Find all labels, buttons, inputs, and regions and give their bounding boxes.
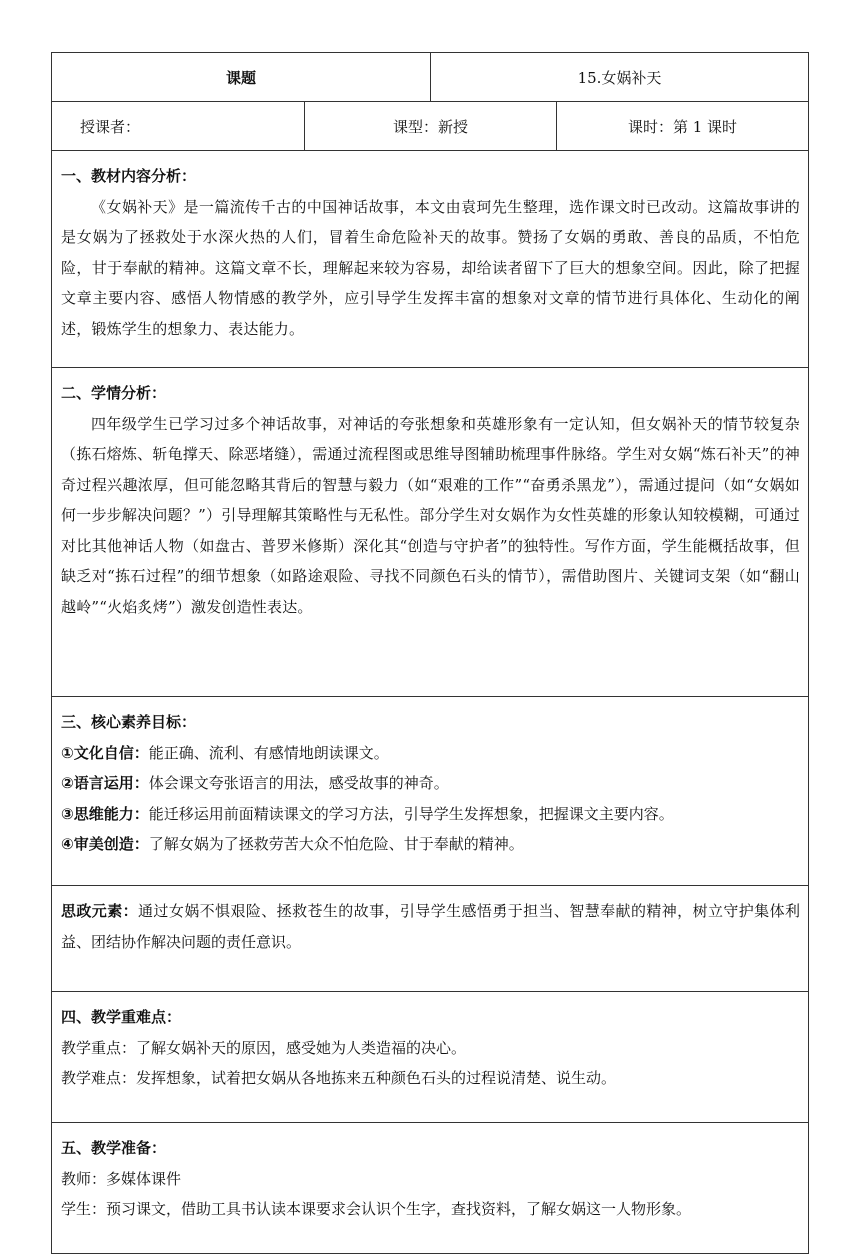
ideology-label: 思政元素：: [61, 902, 139, 920]
lesson-period: 课时：第 1 课时: [627, 117, 738, 136]
keypoints-block: [52, 992, 808, 1122]
lesson-plan-table: [51, 52, 809, 1254]
preparation-heading: 五、教学准备：: [61, 1139, 167, 1157]
material-analysis-text: 《女娲补天》是一篇流传千古的中国神话故事，本文由袁珂先生整理，选作课文时已改动。这篇故事讲的是女娲为了拯救处于水深火热的人们，冒着生命危险补天的故事。赞扬了女娲的勇敢、善良的品质，不怕危险，甘于奉献的精神。这篇文章不长，理解起来较为容易，却给读者留下了巨大的想象空间。因此，除了把握文章主要内容、感悟人物情感的教学外，应引导学生发挥丰富的想象对文章的情节进行具体化、生动化的阐述，锻炼学生的想象力、表达能力。: [61, 197, 800, 338]
ideology-text-line: [61, 896, 800, 957]
info-row: [52, 102, 808, 151]
core-goals-block: [52, 697, 808, 885]
preparation-block: [52, 1123, 808, 1253]
ideology-text: 通过女娲不惧艰险、拯救苍生的故事，引导学生感悟勇于担当、智慧奉献的精神，树立守护集体利益、团结协作解决问题的责任意识。: [61, 902, 800, 951]
student-analysis-heading: 二、学情分析：: [61, 384, 167, 402]
student-analysis-text: 四年级学生已学习过多个神话故事，对神话的夸张想象和英雄形象有一定认知，但女娲补天的情节较复杂（拣石熔炼、斩龟撑天、除恶堵缝），需通过流程图或思维导图辅助梳理事件脉络。学生对女娲“炼石补天”的神奇过程兴趣浓厚，但可能忽略其背后的智慧与毅力（如“艰难的工作”“奋勇杀黑龙”），需通过提问（如“女娲如何一步步解决问题？”）引导理解其策略性与无私性。部分学生对女娲作为女性英雄的形象认知较模糊，可通过对比其他神话人物（如盘古、普罗米修斯）深化其“创造与守护者”的独特性。写作方面，学生能概括故事，但缺乏对“拣石过程”的细节想象（如路途艰险、寻找不同颜色石头的情节），需借助图片、关键词支架（如“翻山越岭”“火焰炙烤”）激发创造性表达。: [61, 414, 800, 616]
preparation-row: [52, 1123, 808, 1253]
keypoints-heading: 四、教学重难点：: [61, 1008, 182, 1026]
goal-label: ①文化自信：: [61, 743, 149, 762]
student-preparation: 学生：预习课文，借助工具书认读本课要求会认识个生字，查找资料，了解女娲这一人物形象。: [61, 1200, 692, 1218]
goal-label: ②语言运用：: [61, 774, 149, 792]
goal-text: 能正确、流利、有感情地朗读课文。: [148, 743, 389, 762]
student-analysis-row: [52, 368, 808, 697]
teacher-label: 授课者：: [80, 117, 141, 136]
topic-label-cell: [52, 53, 430, 101]
goal-text: 了解女娲为了拯救劳苦大众不怕危险、甘于奉献的精神。: [148, 835, 524, 853]
goal-item: [61, 799, 800, 830]
teacher-cell: [52, 102, 304, 150]
teaching-difficulty: 教学难点：发挥想象，试着把女娲从各地拣来五种颜色石头的过程说清楚、说生动。: [61, 1069, 617, 1087]
keypoints-row: [52, 992, 808, 1123]
title-row: [52, 53, 808, 102]
material-analysis-block: [52, 151, 808, 367]
student-analysis-block: [52, 368, 808, 696]
goal-item: [61, 768, 800, 799]
teacher-preparation: 教师：多媒体课件: [61, 1169, 182, 1188]
lesson-type-cell: [304, 102, 556, 150]
goal-label: ④审美创造：: [61, 835, 149, 853]
core-goals-row: [52, 697, 808, 886]
lesson-type: 课型：新授: [392, 117, 468, 136]
goal-text: 体会课文夸张语言的用法，感受故事的神奇。: [148, 774, 449, 792]
topic-value-cell: [430, 53, 808, 101]
ideology-block: [52, 886, 808, 991]
topic-value: 15.女娲补天: [577, 68, 662, 87]
goal-label: ③思维能力：: [61, 804, 149, 823]
goal-text: 能迁移运用前面精读课文的学习方法，引导学生发挥想象，把握课文主要内容。: [148, 804, 674, 823]
core-goals-heading: 三、核心素养目标：: [61, 713, 197, 731]
material-analysis-heading: 一、教材内容分析：: [61, 167, 197, 185]
material-analysis-row: [52, 151, 808, 368]
ideology-row: [52, 886, 808, 992]
period-cell: [556, 102, 808, 150]
goal-item: [61, 829, 800, 860]
teaching-focus: 教学重点：了解女娲补天的原因，感受她为人类造福的决心。: [61, 1038, 467, 1057]
goal-item: [61, 738, 800, 769]
topic-label: 课题: [225, 68, 256, 87]
